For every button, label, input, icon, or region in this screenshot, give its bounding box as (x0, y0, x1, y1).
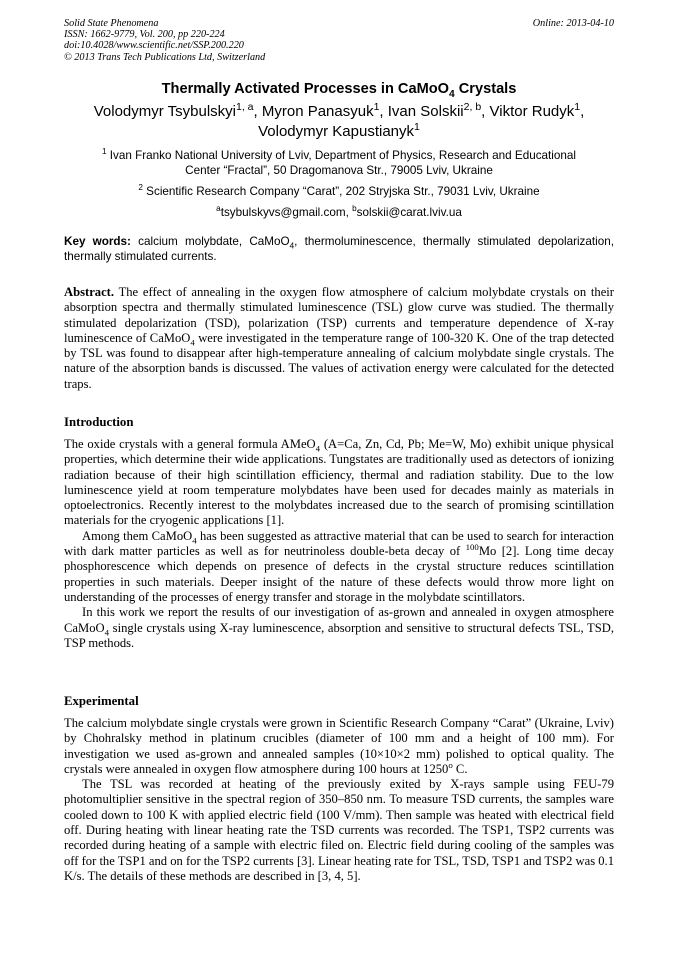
section-heading-introduction: Introduction (64, 415, 134, 429)
abstract-label: Abstract. (64, 285, 115, 299)
email-b: solskii@carat.lviv.ua (356, 206, 462, 219)
author: Volodymyr Kapustianyk$^1$ (258, 121, 420, 140)
doi-line: doi:10.4028/www.scientific.net/SSP.200.220 (64, 40, 244, 52)
keywords: Key words: calcium molybdate, CaMoO$_4$, thermoluminescence, thermally stimulated depolarization, thermally stimulated currents. (64, 235, 614, 263)
paragraph: In this work we report the results of our investigation of as-grown and annealed in oxygen atmosphere CaMoO$_4$ single crystals using X-ray luminescence, absorption and sensitive to structural defects TSL, TSD, TSP methods. (64, 605, 614, 650)
author: Myron Panasyuk$^1$, (261, 101, 388, 120)
keywords-label: Key words: (64, 235, 131, 248)
journal-name: Solid State Phenomena (64, 18, 159, 29)
issn-line: ISSN: 1662-9779, Vol. 200, pp 220-224 (64, 29, 225, 41)
paragraph: The oxide crystals with a general formula AMeO$_4$ (A=Ca, Zn, Cd, Pb; Me=W, Mo) exhibit unique physical properties, which determine their wide applications. Tungstates are traditionally used as detectors of ionizing radiation because of their high scintillation efficiency, thermal and radiation stability. Due to the low luminescence yield at room temperature molybdates have been used for decades mainly as materials in optoelectronics. Recently interest to the molybdates increased due to the search of promising scintillation materials for the cryogenic applications [1]. (64, 437, 614, 528)
title-subscript: 4 (449, 88, 455, 100)
author: Volodymyr Tsybulskyi$^{1, a}$, (93, 101, 262, 120)
affiliation-1: $^1$ Ivan Franko National University of Lviv, Department of Physics, Research and Educational Center “Fractal”, 50 Dragomanova Str., 79005 Lviv, Ukraine (102, 147, 576, 177)
introduction-body (64, 437, 614, 651)
section-heading-experimental: Experimental (64, 694, 139, 708)
experimental-body (64, 716, 614, 884)
abstract: Abstract. The effect of annealing in the oxygen flow atmosphere of calcium molybdate crystals on their absorption spectra and thermally stimulated luminescence (TSL) glow curve was studied. The thermally stimulated depolarization (TSD), polarization (TSP) currents and temperature dependence of X-ray luminescence of CaMoO$_4$ were investigated in the temperature range of 100-320 K. One of the trap detected by TSL was found to disappear after high-temperature annealing of calcium molybdate single crystals. The nature of the absorption bands is discussed. The values of activation energy were calculated for the detected traps. (64, 285, 614, 391)
author: Viktor Rudyk$^1$, (489, 101, 585, 120)
journal-header (64, 18, 265, 63)
paragraph: The TSL was recorded at heating of the previously exited by X-rays sample using FEU-79 photomultiplier sensitive in the spectral region of 350–850 nm. To measure TSD currents, the samples ware cooled down to 100 K with applied electric field (100 V/mm). Then sample was heated with electrical field off. During heating with linear heating rate the TSD currents was recorded. The TSP1, TSP2 currents was recorded during heating of a sample with electric filed on. Electric field during cooling of the samples was off for the TSP1 and on for the TSP2 currents [3]. Linear heating rate for TSL, TSD, TSP1 and TSP2 was 0.1 K/s. The details of these methods are described in [3, 4, 5]. (64, 777, 614, 883)
email-a: tsybulskyvs@gmail.com, (220, 206, 353, 219)
author-emails: $^a$tsybulskyvs@gmail.com, $^b$solskii@carat.lviv.ua (216, 204, 462, 219)
paper-title (64, 81, 614, 100)
copyright-line: © 2013 Trans Tech Publications Ltd, Switzerland (64, 51, 266, 63)
author-list (64, 102, 614, 142)
paragraph: The calcium molybdate single crystals were grown in Scientific Research Company “Carat” (Ukraine, Lviv) by Chohralsky method in platinum crucibles (diameter of 100 mm and a height of 100 mm). For investigation we used as-grown and annealed samples (10×10×2 mm) polished to optical quality. The crystals were annealed in oxygen flow atmosphere during 100 hours at 1250$^o$ C. (64, 716, 614, 776)
title-tail: Crystals (454, 81, 517, 97)
paragraph: Among them CaMoO$_4$ has been suggested as attractive material that can be used to search for interaction with dark matter particles as well as for neutrinoless double-beta decay of $^{100}$Mo [2]. Long time decay phosphorescence which depends on presence of defects in the crystal structure reduces scintillation properties in such materials. Deeper insight of the nature of these defects would throw more light on understanding of the processes of energy transfer and storage in the molybdate scintillators. (64, 528, 614, 604)
title-main: Thermally Activated Processes in CaMoO (161, 81, 450, 97)
author: Ivan Solskii$^{2, b}$, (387, 101, 490, 120)
affiliation-2: $^2$ Scientific Research Company “Carat”, 202 Stryjska Str., 79031 Lviv, Ukraine (138, 183, 540, 198)
online-date: Online: 2013-04-10 (532, 18, 614, 29)
